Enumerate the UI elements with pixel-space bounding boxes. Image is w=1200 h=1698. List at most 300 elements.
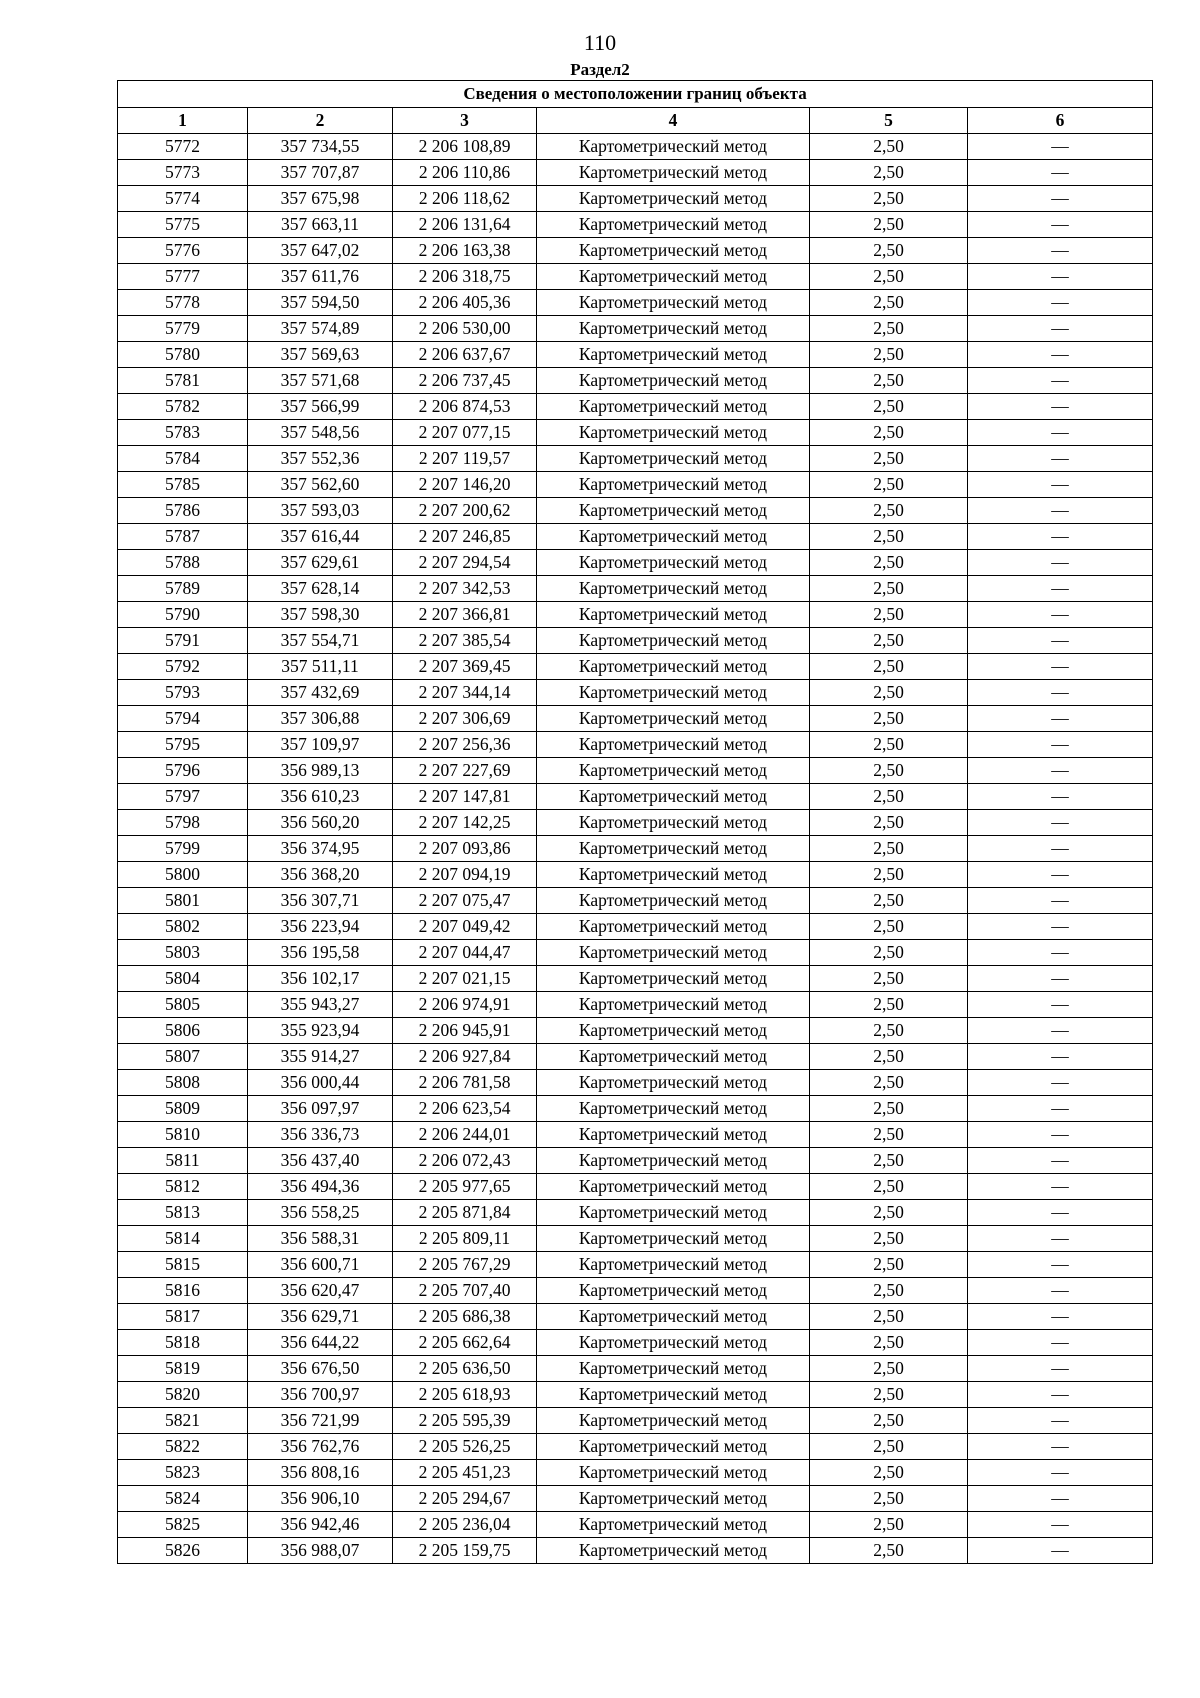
point-number-cell: 5774 — [118, 186, 248, 212]
point-number-cell: 5775 — [118, 212, 248, 238]
description-cell: — — [968, 602, 1153, 628]
y-coordinate-cell: 2 206 927,84 — [393, 1044, 537, 1070]
method-cell: Картометрический метод — [537, 1200, 810, 1226]
y-coordinate-cell: 2 207 256,36 — [393, 732, 537, 758]
table-row — [118, 706, 1153, 732]
method-cell: Картометрический метод — [537, 992, 810, 1018]
table-row — [118, 212, 1153, 238]
point-number-cell: 5773 — [118, 160, 248, 186]
x-coordinate-cell: 357 562,60 — [248, 472, 393, 498]
method-cell: Картометрический метод — [537, 1460, 810, 1486]
table-row — [118, 1044, 1153, 1070]
method-cell: Картометрический метод — [537, 264, 810, 290]
y-coordinate-cell: 2 206 737,45 — [393, 368, 537, 394]
method-cell: Картометрический метод — [537, 966, 810, 992]
accuracy-cell: 2,50 — [810, 1486, 968, 1512]
point-number-cell: 5789 — [118, 576, 248, 602]
method-cell: Картометрический метод — [537, 394, 810, 420]
description-cell: — — [968, 1304, 1153, 1330]
y-coordinate-cell: 2 207 021,15 — [393, 966, 537, 992]
accuracy-cell: 2,50 — [810, 472, 968, 498]
y-coordinate-cell: 2 206 874,53 — [393, 394, 537, 420]
table-row — [118, 134, 1153, 160]
column-header: 3 — [393, 108, 537, 134]
table-row — [118, 1434, 1153, 1460]
x-coordinate-cell: 356 097,97 — [248, 1096, 393, 1122]
point-number-cell: 5799 — [118, 836, 248, 862]
description-cell: — — [968, 1252, 1153, 1278]
y-coordinate-cell: 2 207 094,19 — [393, 862, 537, 888]
accuracy-cell: 2,50 — [810, 446, 968, 472]
y-coordinate-cell: 2 205 159,75 — [393, 1538, 537, 1564]
table-row — [118, 394, 1153, 420]
y-coordinate-cell: 2 207 369,45 — [393, 654, 537, 680]
boundary-coordinates-table — [117, 80, 1153, 1564]
point-number-cell: 5781 — [118, 368, 248, 394]
method-cell: Картометрический метод — [537, 680, 810, 706]
table-row — [118, 264, 1153, 290]
point-number-cell: 5796 — [118, 758, 248, 784]
point-number-cell: 5791 — [118, 628, 248, 654]
point-number-cell: 5806 — [118, 1018, 248, 1044]
description-cell: — — [968, 1174, 1153, 1200]
description-cell: — — [968, 1408, 1153, 1434]
x-coordinate-cell: 356 988,07 — [248, 1538, 393, 1564]
method-cell: Картометрический метод — [537, 524, 810, 550]
accuracy-cell: 2,50 — [810, 810, 968, 836]
x-coordinate-cell: 356 808,16 — [248, 1460, 393, 1486]
column-header: 4 — [537, 108, 810, 134]
description-cell: — — [968, 316, 1153, 342]
y-coordinate-cell: 2 206 110,86 — [393, 160, 537, 186]
description-cell: — — [968, 472, 1153, 498]
method-cell: Картометрический метод — [537, 1044, 810, 1070]
method-cell: Картометрический метод — [537, 628, 810, 654]
description-cell: — — [968, 394, 1153, 420]
y-coordinate-cell: 2 205 871,84 — [393, 1200, 537, 1226]
method-cell: Картометрический метод — [537, 1278, 810, 1304]
point-number-cell: 5772 — [118, 134, 248, 160]
x-coordinate-cell: 357 511,11 — [248, 654, 393, 680]
point-number-cell: 5782 — [118, 394, 248, 420]
y-coordinate-cell: 2 206 118,62 — [393, 186, 537, 212]
table-row — [118, 1122, 1153, 1148]
method-cell: Картометрический метод — [537, 1330, 810, 1356]
table-row — [118, 524, 1153, 550]
accuracy-cell: 2,50 — [810, 420, 968, 446]
point-number-cell: 5821 — [118, 1408, 248, 1434]
method-cell: Картометрический метод — [537, 186, 810, 212]
description-cell: — — [968, 1200, 1153, 1226]
method-cell: Картометрический метод — [537, 810, 810, 836]
description-cell: — — [968, 1096, 1153, 1122]
accuracy-cell: 2,50 — [810, 914, 968, 940]
y-coordinate-cell: 2 206 244,01 — [393, 1122, 537, 1148]
x-coordinate-cell: 357 675,98 — [248, 186, 393, 212]
x-coordinate-cell: 357 548,56 — [248, 420, 393, 446]
method-cell: Картометрический метод — [537, 212, 810, 238]
point-number-cell: 5788 — [118, 550, 248, 576]
point-number-cell: 5780 — [118, 342, 248, 368]
x-coordinate-cell: 357 616,44 — [248, 524, 393, 550]
method-cell: Картометрический метод — [537, 1122, 810, 1148]
accuracy-cell: 2,50 — [810, 394, 968, 420]
description-cell: — — [968, 238, 1153, 264]
description-cell: — — [968, 342, 1153, 368]
y-coordinate-cell: 2 207 200,62 — [393, 498, 537, 524]
accuracy-cell: 2,50 — [810, 654, 968, 680]
description-cell: — — [968, 1018, 1153, 1044]
method-cell: Картометрический метод — [537, 654, 810, 680]
y-coordinate-cell: 2 206 623,54 — [393, 1096, 537, 1122]
table-row — [118, 1148, 1153, 1174]
x-coordinate-cell: 356 336,73 — [248, 1122, 393, 1148]
method-cell: Картометрический метод — [537, 446, 810, 472]
x-coordinate-cell: 355 914,27 — [248, 1044, 393, 1070]
point-number-cell: 5822 — [118, 1434, 248, 1460]
y-coordinate-cell: 2 206 781,58 — [393, 1070, 537, 1096]
accuracy-cell: 2,50 — [810, 134, 968, 160]
description-cell: — — [968, 1044, 1153, 1070]
x-coordinate-cell: 356 558,25 — [248, 1200, 393, 1226]
method-cell: Картометрический метод — [537, 914, 810, 940]
y-coordinate-cell: 2 205 662,64 — [393, 1330, 537, 1356]
method-cell: Картометрический метод — [537, 758, 810, 784]
accuracy-cell: 2,50 — [810, 732, 968, 758]
method-cell: Картометрический метод — [537, 290, 810, 316]
description-cell: — — [968, 1538, 1153, 1564]
point-number-cell: 5786 — [118, 498, 248, 524]
y-coordinate-cell: 2 205 809,11 — [393, 1226, 537, 1252]
method-cell: Картометрический метод — [537, 1304, 810, 1330]
table-row — [118, 628, 1153, 654]
description-cell: — — [968, 134, 1153, 160]
method-cell: Картометрический метод — [537, 498, 810, 524]
table-body — [118, 134, 1153, 1564]
y-coordinate-cell: 2 206 072,43 — [393, 1148, 537, 1174]
accuracy-cell: 2,50 — [810, 290, 968, 316]
point-number-cell: 5794 — [118, 706, 248, 732]
accuracy-cell: 2,50 — [810, 1382, 968, 1408]
y-coordinate-cell: 2 207 294,54 — [393, 550, 537, 576]
table-row — [118, 316, 1153, 342]
y-coordinate-cell: 2 207 119,57 — [393, 446, 537, 472]
accuracy-cell: 2,50 — [810, 758, 968, 784]
table-row — [118, 1018, 1153, 1044]
table-row — [118, 238, 1153, 264]
accuracy-cell: 2,50 — [810, 524, 968, 550]
accuracy-cell: 2,50 — [810, 1356, 968, 1382]
x-coordinate-cell: 356 610,23 — [248, 784, 393, 810]
accuracy-cell: 2,50 — [810, 1434, 968, 1460]
x-coordinate-cell: 356 195,58 — [248, 940, 393, 966]
x-coordinate-cell: 357 647,02 — [248, 238, 393, 264]
y-coordinate-cell: 2 207 077,15 — [393, 420, 537, 446]
description-cell: — — [968, 680, 1153, 706]
point-number-cell: 5790 — [118, 602, 248, 628]
description-cell: — — [968, 1512, 1153, 1538]
y-coordinate-cell: 2 207 246,85 — [393, 524, 537, 550]
x-coordinate-cell: 356 989,13 — [248, 758, 393, 784]
table-row — [118, 680, 1153, 706]
x-coordinate-cell: 357 554,71 — [248, 628, 393, 654]
table-row — [118, 290, 1153, 316]
method-cell: Картометрический метод — [537, 862, 810, 888]
description-cell: — — [968, 1356, 1153, 1382]
method-cell: Картометрический метод — [537, 238, 810, 264]
y-coordinate-cell: 2 206 318,75 — [393, 264, 537, 290]
x-coordinate-cell: 357 552,36 — [248, 446, 393, 472]
x-coordinate-cell: 356 942,46 — [248, 1512, 393, 1538]
table-row — [118, 576, 1153, 602]
accuracy-cell: 2,50 — [810, 1278, 968, 1304]
point-number-cell: 5816 — [118, 1278, 248, 1304]
y-coordinate-cell: 2 207 344,14 — [393, 680, 537, 706]
x-coordinate-cell: 357 628,14 — [248, 576, 393, 602]
table-row — [118, 1096, 1153, 1122]
point-number-cell: 5776 — [118, 238, 248, 264]
y-coordinate-cell: 2 206 405,36 — [393, 290, 537, 316]
x-coordinate-cell: 356 676,50 — [248, 1356, 393, 1382]
point-number-cell: 5820 — [118, 1382, 248, 1408]
point-number-cell: 5809 — [118, 1096, 248, 1122]
description-cell: — — [968, 1226, 1153, 1252]
accuracy-cell: 2,50 — [810, 1460, 968, 1486]
point-number-cell: 5784 — [118, 446, 248, 472]
point-number-cell: 5797 — [118, 784, 248, 810]
table-row — [118, 914, 1153, 940]
accuracy-cell: 2,50 — [810, 1018, 968, 1044]
accuracy-cell: 2,50 — [810, 836, 968, 862]
x-coordinate-cell: 355 943,27 — [248, 992, 393, 1018]
description-cell: — — [968, 524, 1153, 550]
x-coordinate-cell: 355 923,94 — [248, 1018, 393, 1044]
description-cell: — — [968, 1278, 1153, 1304]
accuracy-cell: 2,50 — [810, 888, 968, 914]
point-number-cell: 5823 — [118, 1460, 248, 1486]
table-row — [118, 1304, 1153, 1330]
accuracy-cell: 2,50 — [810, 992, 968, 1018]
y-coordinate-cell: 2 206 108,89 — [393, 134, 537, 160]
x-coordinate-cell: 356 494,36 — [248, 1174, 393, 1200]
point-number-cell: 5802 — [118, 914, 248, 940]
table-caption: Сведения о местоположении границ объекта — [118, 81, 1153, 108]
method-cell: Картометрический метод — [537, 836, 810, 862]
description-cell: — — [968, 1486, 1153, 1512]
table-row — [118, 1538, 1153, 1564]
page-number: 110 — [583, 30, 617, 55]
accuracy-cell: 2,50 — [810, 680, 968, 706]
table-row — [118, 732, 1153, 758]
table-row — [118, 654, 1153, 680]
accuracy-cell: 2,50 — [810, 160, 968, 186]
x-coordinate-cell: 357 566,99 — [248, 394, 393, 420]
y-coordinate-cell: 2 206 131,64 — [393, 212, 537, 238]
x-coordinate-cell: 357 574,89 — [248, 316, 393, 342]
x-coordinate-cell: 356 600,71 — [248, 1252, 393, 1278]
y-coordinate-cell: 2 206 163,38 — [393, 238, 537, 264]
description-cell: — — [968, 212, 1153, 238]
x-coordinate-cell: 356 368,20 — [248, 862, 393, 888]
table-row — [118, 160, 1153, 186]
x-coordinate-cell: 356 560,20 — [248, 810, 393, 836]
accuracy-cell: 2,50 — [810, 940, 968, 966]
method-cell: Картометрический метод — [537, 1538, 810, 1564]
x-coordinate-cell: 357 306,88 — [248, 706, 393, 732]
column-header: 6 — [968, 108, 1153, 134]
method-cell: Картометрический метод — [537, 888, 810, 914]
method-cell: Картометрический метод — [537, 316, 810, 342]
point-number-cell: 5812 — [118, 1174, 248, 1200]
accuracy-cell: 2,50 — [810, 264, 968, 290]
table-row — [118, 836, 1153, 862]
x-coordinate-cell: 357 598,30 — [248, 602, 393, 628]
method-cell: Картометрический метод — [537, 550, 810, 576]
table-row — [118, 1486, 1153, 1512]
description-cell: — — [968, 550, 1153, 576]
y-coordinate-cell: 2 205 767,29 — [393, 1252, 537, 1278]
x-coordinate-cell: 356 644,22 — [248, 1330, 393, 1356]
method-cell: Картометрический метод — [537, 1382, 810, 1408]
accuracy-cell: 2,50 — [810, 1044, 968, 1070]
table-row — [118, 1278, 1153, 1304]
description-cell: — — [968, 1070, 1153, 1096]
description-cell: — — [968, 264, 1153, 290]
method-cell: Картометрический метод — [537, 1226, 810, 1252]
y-coordinate-cell: 2 205 636,50 — [393, 1356, 537, 1382]
accuracy-cell: 2,50 — [810, 550, 968, 576]
point-number-cell: 5815 — [118, 1252, 248, 1278]
description-cell: — — [968, 1434, 1153, 1460]
description-cell: — — [968, 654, 1153, 680]
x-coordinate-cell: 357 569,63 — [248, 342, 393, 368]
x-coordinate-cell: 357 594,50 — [248, 290, 393, 316]
x-coordinate-cell: 356 437,40 — [248, 1148, 393, 1174]
description-cell: — — [968, 992, 1153, 1018]
point-number-cell: 5795 — [118, 732, 248, 758]
accuracy-cell: 2,50 — [810, 316, 968, 342]
x-coordinate-cell: 357 629,61 — [248, 550, 393, 576]
method-cell: Картометрический метод — [537, 1148, 810, 1174]
y-coordinate-cell: 2 205 707,40 — [393, 1278, 537, 1304]
description-cell: — — [968, 966, 1153, 992]
accuracy-cell: 2,50 — [810, 576, 968, 602]
point-number-cell: 5813 — [118, 1200, 248, 1226]
method-cell: Картометрический метод — [537, 784, 810, 810]
x-coordinate-cell: 356 588,31 — [248, 1226, 393, 1252]
column-header: 1 — [118, 108, 248, 134]
accuracy-cell: 2,50 — [810, 368, 968, 394]
method-cell: Картометрический метод — [537, 368, 810, 394]
accuracy-cell: 2,50 — [810, 1174, 968, 1200]
table-row — [118, 758, 1153, 784]
x-coordinate-cell: 356 629,71 — [248, 1304, 393, 1330]
method-cell: Картометрический метод — [537, 1018, 810, 1044]
table-row — [118, 472, 1153, 498]
description-cell: — — [968, 420, 1153, 446]
x-coordinate-cell: 356 374,95 — [248, 836, 393, 862]
x-coordinate-cell: 356 307,71 — [248, 888, 393, 914]
accuracy-cell: 2,50 — [810, 1252, 968, 1278]
point-number-cell: 5819 — [118, 1356, 248, 1382]
description-cell: — — [968, 186, 1153, 212]
description-cell: — — [968, 836, 1153, 862]
point-number-cell: 5803 — [118, 940, 248, 966]
table-header-row — [118, 108, 1153, 134]
description-cell: — — [968, 810, 1153, 836]
table-row — [118, 1382, 1153, 1408]
point-number-cell: 5818 — [118, 1330, 248, 1356]
method-cell: Картометрический метод — [537, 1486, 810, 1512]
y-coordinate-cell: 2 205 236,04 — [393, 1512, 537, 1538]
method-cell: Картометрический метод — [537, 342, 810, 368]
column-header: 2 — [248, 108, 393, 134]
table-row — [118, 1070, 1153, 1096]
method-cell: Картометрический метод — [537, 472, 810, 498]
x-coordinate-cell: 356 700,97 — [248, 1382, 393, 1408]
x-coordinate-cell: 357 707,87 — [248, 160, 393, 186]
y-coordinate-cell: 2 207 142,25 — [393, 810, 537, 836]
x-coordinate-cell: 356 223,94 — [248, 914, 393, 940]
point-number-cell: 5777 — [118, 264, 248, 290]
point-number-cell: 5792 — [118, 654, 248, 680]
accuracy-cell: 2,50 — [810, 342, 968, 368]
table-row — [118, 1330, 1153, 1356]
method-cell: Картометрический метод — [537, 1356, 810, 1382]
point-number-cell: 5810 — [118, 1122, 248, 1148]
x-coordinate-cell: 356 102,17 — [248, 966, 393, 992]
x-coordinate-cell: 357 734,55 — [248, 134, 393, 160]
y-coordinate-cell: 2 205 526,25 — [393, 1434, 537, 1460]
method-cell: Картометрический метод — [537, 602, 810, 628]
description-cell: — — [968, 628, 1153, 654]
table-row — [118, 1512, 1153, 1538]
table-row — [118, 1252, 1153, 1278]
table-row — [118, 1356, 1153, 1382]
description-cell: — — [968, 368, 1153, 394]
y-coordinate-cell: 2 207 049,42 — [393, 914, 537, 940]
method-cell: Картометрический метод — [537, 1252, 810, 1278]
table-row — [118, 420, 1153, 446]
section-title: Раздел2 — [570, 60, 630, 79]
table-row — [118, 992, 1153, 1018]
y-coordinate-cell: 2 206 945,91 — [393, 1018, 537, 1044]
x-coordinate-cell: 356 906,10 — [248, 1486, 393, 1512]
accuracy-cell: 2,50 — [810, 966, 968, 992]
description-cell: — — [968, 1382, 1153, 1408]
accuracy-cell: 2,50 — [810, 1096, 968, 1122]
accuracy-cell: 2,50 — [810, 1226, 968, 1252]
accuracy-cell: 2,50 — [810, 628, 968, 654]
point-number-cell: 5779 — [118, 316, 248, 342]
accuracy-cell: 2,50 — [810, 1122, 968, 1148]
accuracy-cell: 2,50 — [810, 1408, 968, 1434]
point-number-cell: 5800 — [118, 862, 248, 888]
y-coordinate-cell: 2 205 977,65 — [393, 1174, 537, 1200]
x-coordinate-cell: 357 663,11 — [248, 212, 393, 238]
accuracy-cell: 2,50 — [810, 1070, 968, 1096]
table-row — [118, 862, 1153, 888]
y-coordinate-cell: 2 205 686,38 — [393, 1304, 537, 1330]
description-cell: — — [968, 914, 1153, 940]
method-cell: Картометрический метод — [537, 1096, 810, 1122]
accuracy-cell: 2,50 — [810, 706, 968, 732]
point-number-cell: 5778 — [118, 290, 248, 316]
method-cell: Картометрический метод — [537, 940, 810, 966]
x-coordinate-cell: 356 762,76 — [248, 1434, 393, 1460]
description-cell: — — [968, 862, 1153, 888]
x-coordinate-cell: 357 109,97 — [248, 732, 393, 758]
